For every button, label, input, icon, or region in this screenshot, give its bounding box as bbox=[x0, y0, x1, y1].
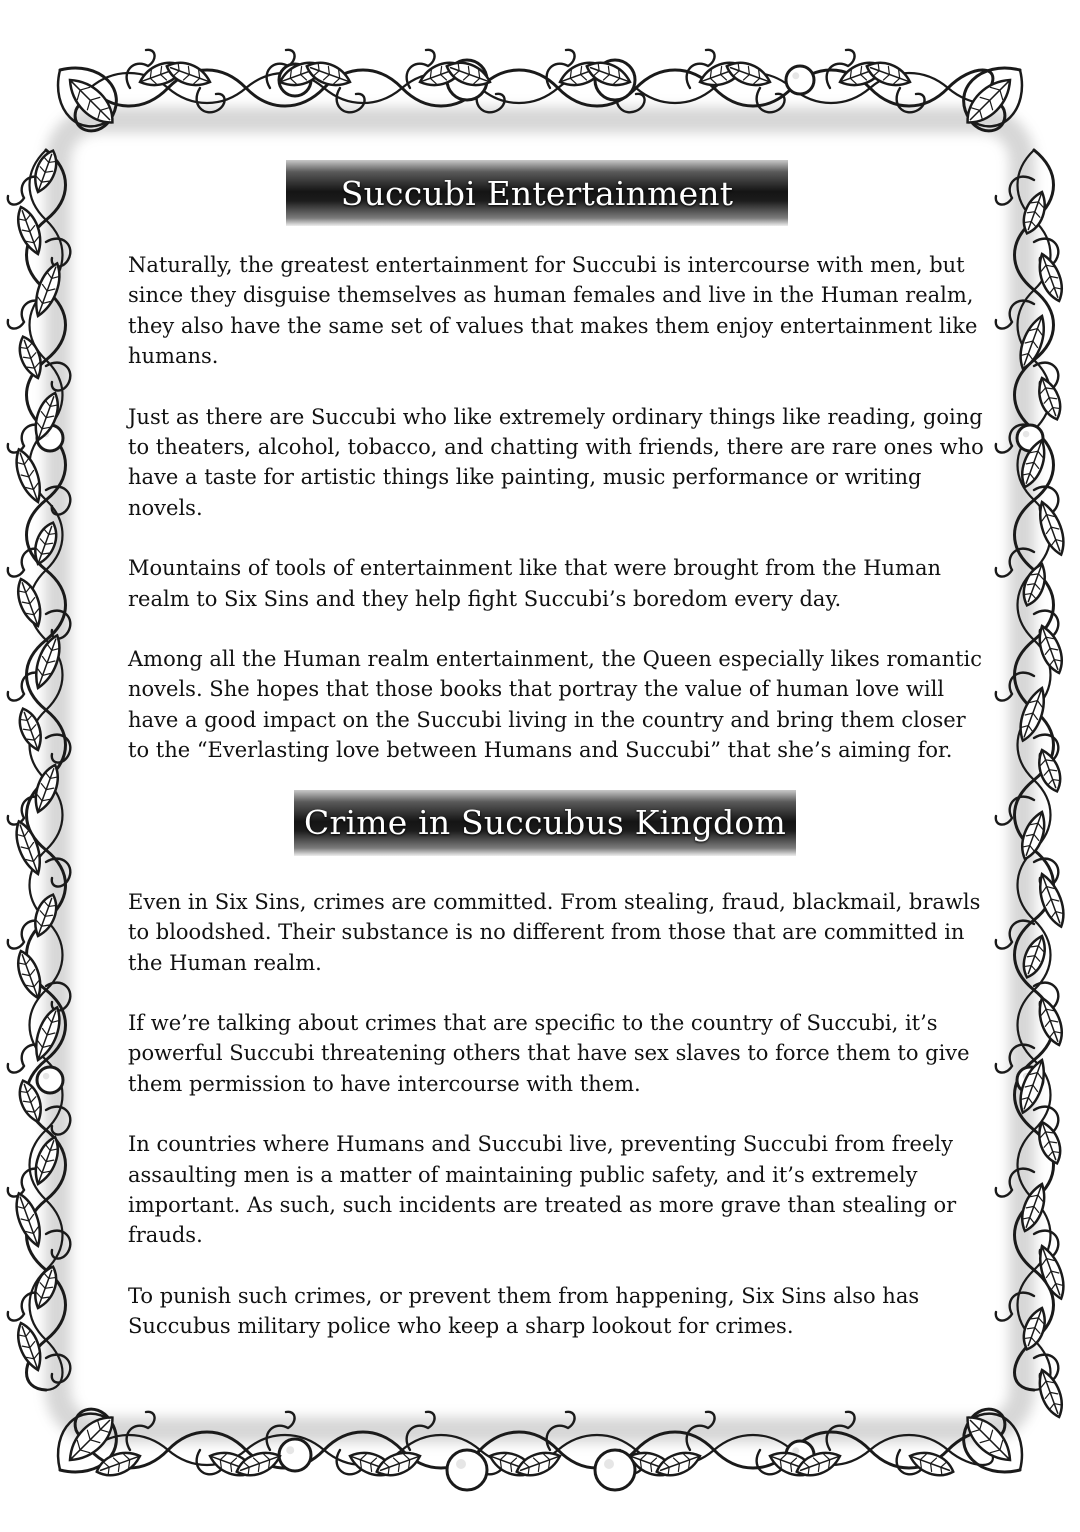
section-title-banner bbox=[294, 790, 796, 856]
paragraph: To punish such crimes, or prevent them from happening, Six Sins also has Succubus military police who keep a sharp lookout for crimes. bbox=[128, 1283, 920, 1339]
ornamental-leaf-icon bbox=[1034, 747, 1066, 795]
section-title: Succubi Entertainment bbox=[340, 173, 734, 213]
ornamental-leaf-icon bbox=[10, 1190, 46, 1249]
paragraph: In countries where Humans and Succubi live, preventing Succubi from freely assaulting men is a matter of maintaining public safety, and it’s extremely important. As such, such incidents are treated as more grave than stealing or frauds. bbox=[128, 1132, 957, 1248]
paragraph: Even in Six Sins, crimes are committed. From stealing, fraud, blackmail, brawls to bloodshed. Their substance is no different from those that are committed in the Human realm. bbox=[128, 889, 981, 975]
paragraph: Naturally, the greatest entertainment for Succubi is intercourse with men, but since they disguise themselves as human females and live in the Human realm, they also have the same set of values that makes them enjoy entertainment like humans. bbox=[128, 253, 978, 369]
ornamental-pearl-icon bbox=[786, 66, 814, 94]
ornamental-leaf-icon bbox=[12, 204, 46, 257]
section-body bbox=[128, 887, 988, 1342]
ornamental-leaf-icon bbox=[12, 948, 46, 1001]
ornamental-leaf-icon bbox=[12, 1320, 46, 1373]
ornamental-leaf-icon bbox=[12, 576, 46, 629]
section-title: Crime in Succubus Kingdom bbox=[304, 803, 786, 843]
ornamental-leaf-icon bbox=[1034, 375, 1066, 423]
section-title-banner bbox=[286, 160, 788, 226]
page-content bbox=[128, 160, 988, 1342]
ornamental-pearl-icon bbox=[447, 1450, 487, 1490]
ornamental-pearl-icon bbox=[279, 1439, 311, 1471]
ornamental-pearl-icon bbox=[37, 1067, 63, 1093]
section-body bbox=[128, 250, 988, 766]
paragraph: If we’re talking about crimes that are specific to the country of Succubi, it’s powerful Succubi threatening others that have sex slaves to force them to give them permission to have intercourse with them. bbox=[128, 1010, 970, 1096]
ornamental-leaf-icon bbox=[14, 706, 46, 754]
ornamental-leaf-icon bbox=[14, 334, 46, 382]
ornamental-leaf-icon bbox=[93, 1447, 143, 1481]
paragraph: Just as there are Succubi who like extremely ordinary things like reading, going to theaters, alcohol, tobacco, and chatting with friends, there are rare ones who have a taste for artistic things like painting, music performance or writing novels. bbox=[128, 404, 984, 520]
paragraph: Among all the Human realm entertainment, the Queen especially likes romantic novels. She hopes that those books that portray the value of human love will have a good impact on the Succubi living in the country and bring them closer to the “Everlasting love between Humans and Succubi” that she’s aiming for. bbox=[128, 647, 983, 763]
paragraph: Mountains of tools of entertainment like that were brought from the Human realm to Six Sins and they help fight Succubi’s boredom every day. bbox=[128, 556, 942, 611]
